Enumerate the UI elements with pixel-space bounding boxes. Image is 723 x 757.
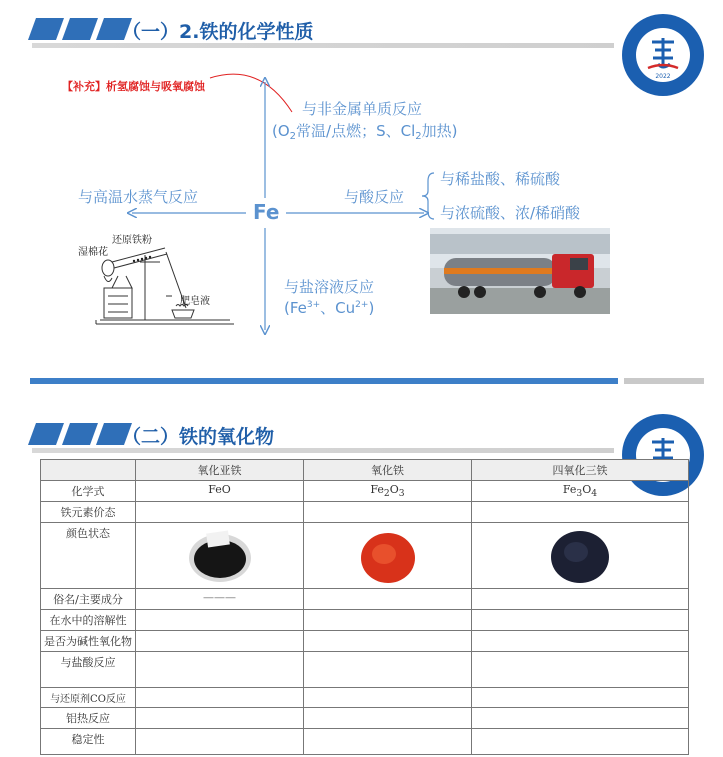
column-header: 四氧化三铁: [472, 460, 689, 481]
row-label: 与还原剂CO反应: [41, 688, 136, 708]
formula-subscript: 4: [591, 488, 598, 500]
top-condition-subscript: 2: [289, 131, 297, 142]
row-label: 在水中的溶解性: [41, 610, 136, 631]
table-header-row: [41, 460, 689, 481]
ions-part: ): [368, 299, 375, 317]
section1-title: （一）2.铁的化学性质: [122, 21, 314, 43]
table-cell: [472, 610, 689, 631]
tanker-truck-photo: [430, 228, 610, 314]
row-label: 化学式: [41, 481, 136, 502]
formula-cell: [472, 481, 689, 502]
ions-superscript: 2+: [355, 300, 369, 310]
table-cell: [136, 631, 304, 652]
table-cell: [472, 589, 689, 610]
table-cell: [304, 708, 472, 729]
table-cell: [304, 688, 472, 708]
section2-title-underline: [32, 448, 614, 453]
formula-text: Fe: [562, 483, 577, 496]
formula-text: O: [389, 483, 399, 496]
ions-superscript: 3+: [306, 300, 321, 310]
top-condition-part: (O: [272, 122, 290, 140]
table-cell: [136, 688, 304, 708]
fe3o4-powder-photo: [550, 528, 610, 584]
formula-subscript: 3: [398, 488, 405, 500]
table-cell: [136, 652, 304, 688]
feo-powder-photo: [187, 528, 253, 584]
table-cell: [136, 610, 304, 631]
table-row: [41, 652, 689, 688]
iron-powder-label: 还原铁粉: [112, 235, 152, 246]
top-reaction-condition: [272, 120, 458, 142]
soap-solution-label: 肥皂液: [180, 296, 210, 307]
top-condition-part: 加热): [421, 122, 458, 140]
fe2o3-powder-photo: [360, 528, 416, 586]
formula-text: Fe: [370, 483, 384, 496]
top-reaction-label: 与非金属单质反应: [302, 100, 423, 118]
center-element-fe: Fe: [253, 200, 280, 224]
corrosion-note: 【补充】析氢腐蚀与吸氧腐蚀: [62, 80, 205, 93]
top-condition-subscript: 2: [415, 131, 422, 142]
section2-header-bars: [32, 423, 128, 445]
wet-cotton-label: 湿棉花: [78, 247, 108, 258]
ions-part: (Fe: [284, 299, 307, 317]
section-divider: [30, 378, 618, 384]
bottom-reaction-ions: [284, 297, 374, 318]
section-divider-gray: [624, 378, 704, 384]
formula-text: O: [582, 483, 592, 496]
table-row: [41, 708, 689, 729]
iron-oxides-table: [40, 459, 688, 755]
header-bar: [28, 423, 64, 445]
right-reaction-label: 与酸反应: [344, 188, 405, 206]
table-row: [41, 631, 689, 652]
top-condition-part: 常温/点燃；S、Cl: [296, 122, 416, 140]
table-cell: [136, 502, 304, 523]
table-row: [41, 481, 689, 502]
row-label: 与盐酸反应: [41, 652, 136, 688]
table-cell: [136, 729, 304, 755]
row-label: 是否为碱性氧化物: [41, 631, 136, 652]
section2-title: （二）铁的氧化物: [122, 426, 275, 448]
table-cell: [472, 502, 689, 523]
fe3o4-sample-cell: [472, 523, 689, 589]
table-cell: [472, 708, 689, 729]
table-cell: [304, 652, 472, 688]
fe2o3-sample-cell: [304, 523, 472, 589]
dilute-acid-label: 与稀盐酸、稀硫酸: [440, 170, 561, 188]
table-cell: [304, 610, 472, 631]
table-corner-cell: [41, 460, 136, 481]
concentrated-acid-label: 与浓硫酸、浓/稀硝酸: [440, 204, 581, 222]
feo-sample-cell: [136, 523, 304, 589]
table-cell: [304, 502, 472, 523]
table-cell: [472, 652, 689, 688]
table-cell: [304, 631, 472, 652]
left-reaction-label: 与高温水蒸气反应: [78, 188, 199, 206]
header-bar: [62, 423, 98, 445]
table-row: [41, 610, 689, 631]
table-row: [41, 523, 689, 589]
table-row: [41, 729, 689, 755]
row-label: 铝热反应: [41, 708, 136, 729]
formula-cell: [304, 481, 472, 502]
ions-part: 、Cu: [320, 299, 356, 317]
formula-subscript: 3: [576, 488, 583, 500]
column-header: 氧化亚铁: [136, 460, 304, 481]
table-cell: [472, 688, 689, 708]
table-cell: [136, 708, 304, 729]
table-row: [41, 589, 689, 610]
bottom-reaction-label: 与盐溶液反应: [284, 278, 375, 296]
row-label: 铁元素价态: [41, 502, 136, 523]
row-label: 稳定性: [41, 729, 136, 755]
row-label: 俗名/主要成分: [41, 589, 136, 610]
table-cell: [472, 729, 689, 755]
table-cell: ———: [136, 589, 304, 610]
table-row: [41, 502, 689, 523]
table-cell: [304, 589, 472, 610]
formula-cell: [136, 481, 304, 502]
formula-text: FeO: [208, 483, 231, 496]
table-row: [41, 688, 689, 708]
formula-subscript: 2: [383, 488, 390, 500]
column-header: 氧化铁: [304, 460, 472, 481]
table-cell: [304, 729, 472, 755]
logo-year: 2022: [655, 73, 671, 80]
row-label: 颜色状态: [41, 523, 136, 589]
table-cell: [472, 631, 689, 652]
